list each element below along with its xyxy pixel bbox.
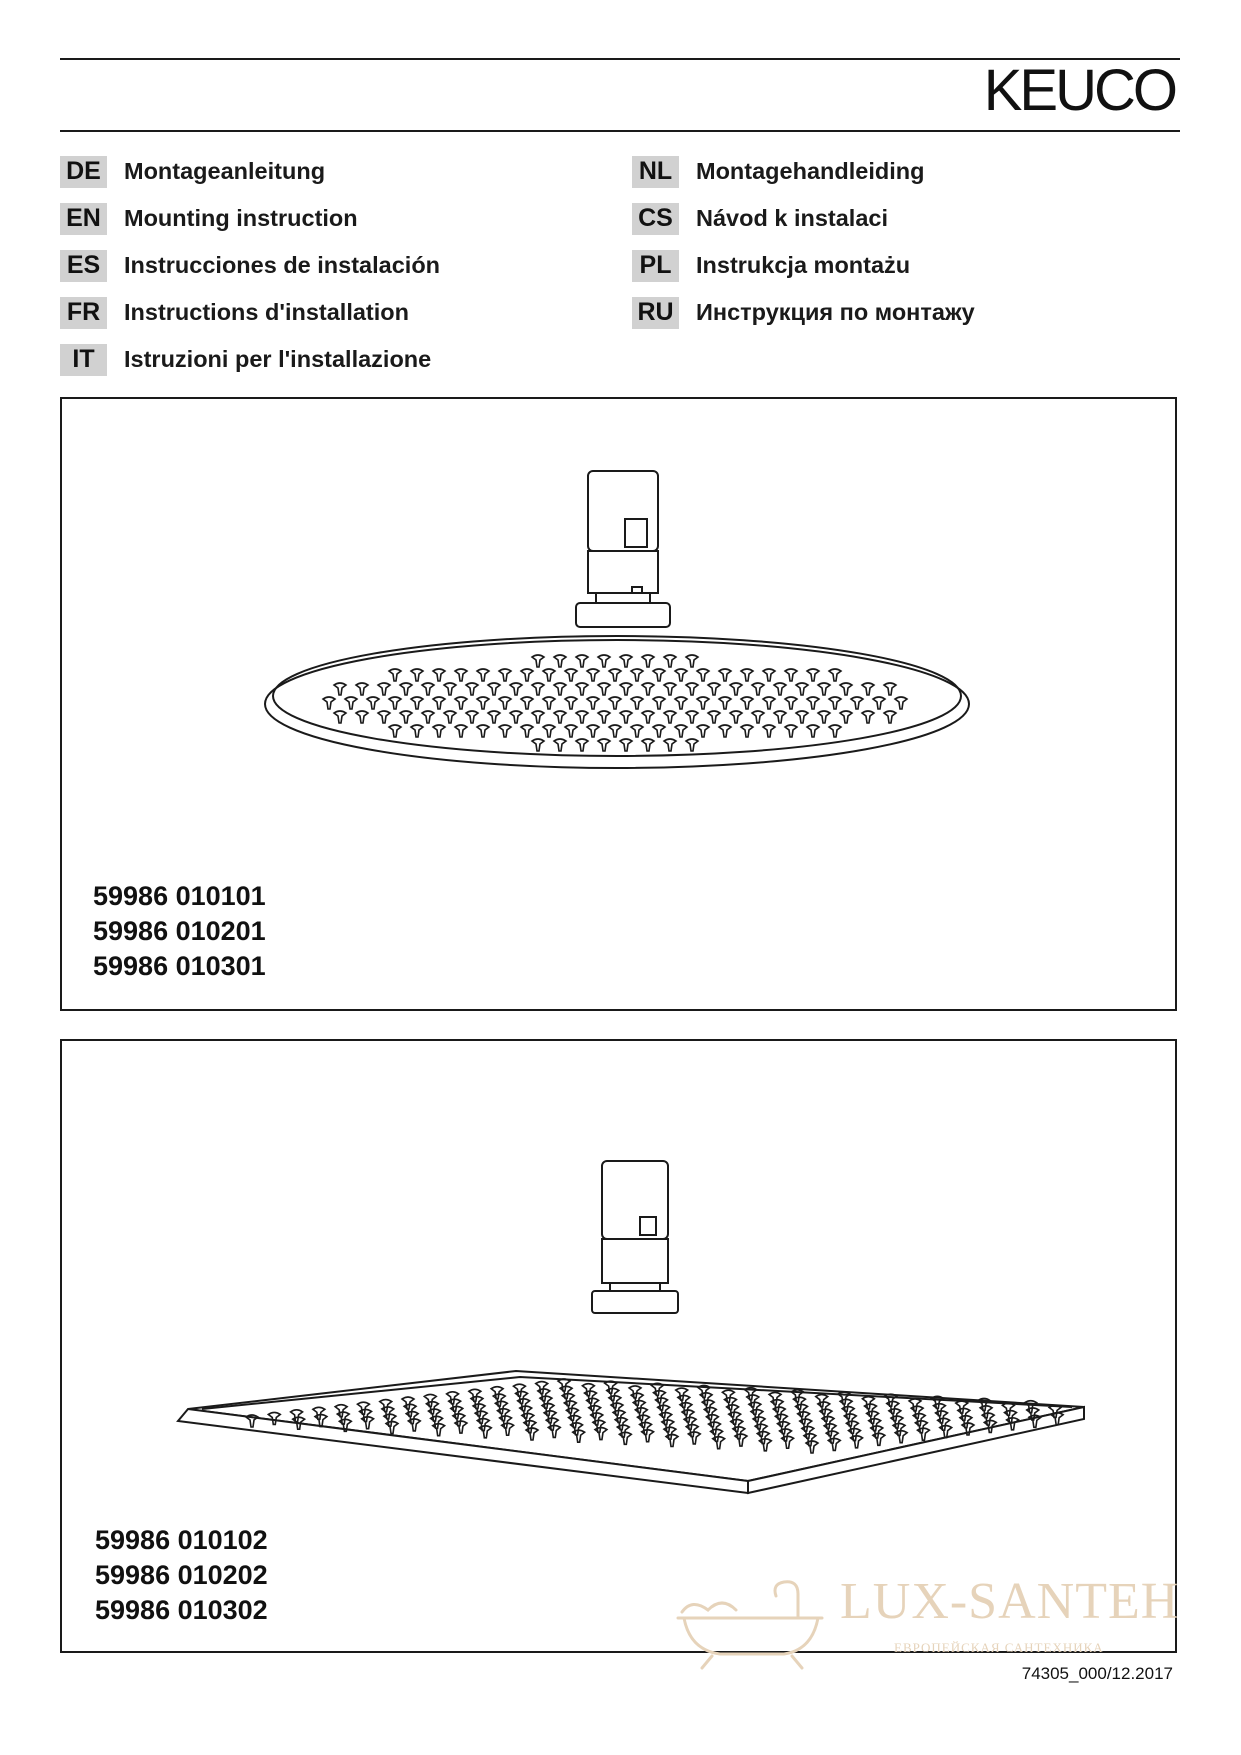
language-row — [60, 242, 440, 289]
keuco-logo: KEUCO — [983, 58, 1175, 123]
language-title: Инструкция по монтажу — [696, 299, 975, 325]
language-list-left — [60, 148, 440, 383]
model-number: 59986 010302 — [95, 1595, 268, 1625]
model-number: 59986 010201 — [93, 916, 266, 946]
model-number: 59986 010202 — [95, 1560, 268, 1590]
language-row — [632, 195, 975, 242]
watermark-name: LUX-SANTEH — [840, 1573, 1180, 1630]
language-code: PL — [632, 250, 679, 282]
language-row — [60, 148, 440, 195]
language-title: Mounting instruction — [124, 205, 358, 231]
watermark-subtitle: ЕВРОПЕЙСКАЯ САНТЕХНИКА — [894, 1640, 1104, 1655]
model-number: 59986 010301 — [93, 951, 266, 981]
language-title: Montagehandleiding — [696, 158, 925, 184]
language-code: IT — [60, 344, 107, 376]
language-row — [60, 195, 440, 242]
model-numbers-round — [93, 879, 266, 984]
language-title: Instrucciones de instalación — [124, 252, 441, 278]
model-number: 59986 010102 — [95, 1525, 268, 1555]
model-numbers-square — [95, 1523, 268, 1628]
language-title: Istruzioni per l'installazione — [124, 346, 432, 372]
header-rule — [60, 130, 1180, 132]
language-code: RU — [632, 297, 679, 329]
language-row — [632, 148, 975, 195]
language-row — [60, 289, 440, 336]
language-title: Instrukcja montażu — [696, 252, 911, 278]
language-row — [632, 242, 975, 289]
language-code: EN — [60, 203, 107, 235]
language-code: CS — [632, 203, 679, 235]
language-row — [60, 336, 440, 383]
language-title: Návod k instalaci — [696, 205, 888, 231]
document-number: 74305_000/12.2017 — [1021, 1664, 1173, 1683]
language-row — [632, 289, 975, 336]
product-box-round — [60, 397, 1177, 1011]
language-list-right — [632, 148, 975, 336]
language-title: Montageanleitung — [124, 158, 326, 184]
language-code: ES — [60, 250, 107, 282]
model-number: 59986 010101 — [93, 881, 266, 911]
language-code: NL — [632, 156, 679, 188]
product-box-square — [60, 1039, 1180, 1653]
language-code: DE — [60, 156, 107, 188]
language-title: Instructions d'installation — [124, 299, 409, 325]
language-code: FR — [60, 297, 107, 329]
